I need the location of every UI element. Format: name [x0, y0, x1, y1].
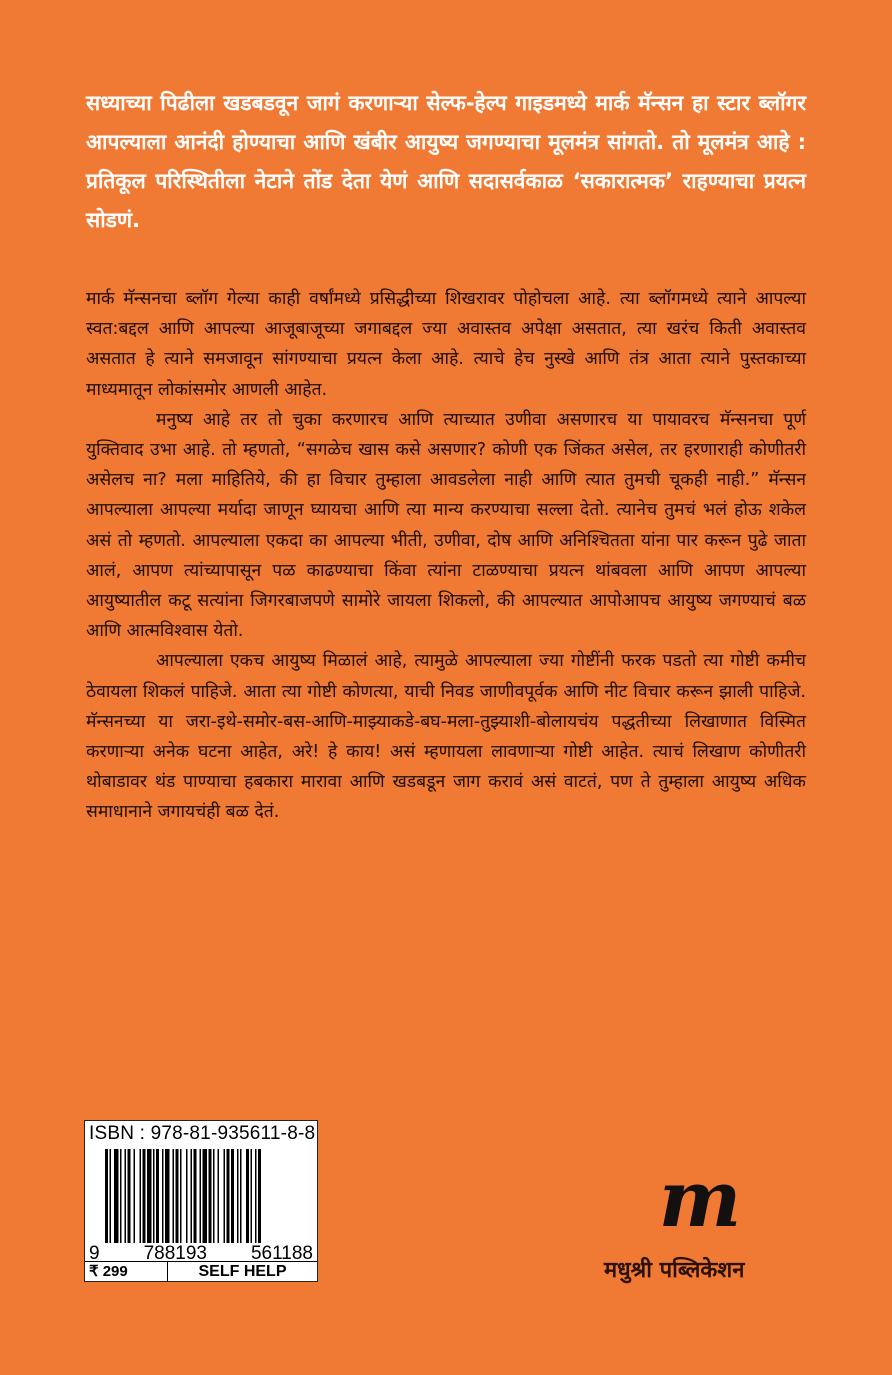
barcode-bar	[200, 1149, 202, 1243]
isbn-number: ISBN : 978-81-935611-8-8	[89, 1123, 316, 1144]
barcode-digit-prefix: 9	[89, 1243, 100, 1264]
barcode-bar	[227, 1149, 230, 1243]
barcode-bar	[251, 1149, 253, 1243]
barcode-digit-group-1: 788193	[143, 1243, 207, 1264]
price-category-row	[85, 1261, 317, 1282]
barcode-bar	[258, 1149, 261, 1243]
barcode-bar	[147, 1149, 152, 1243]
publisher-logo-letter: m	[658, 1168, 742, 1240]
description-body	[86, 284, 806, 828]
barcode-bar	[173, 1149, 175, 1243]
barcode-bar	[114, 1149, 119, 1243]
barcode-label	[84, 1120, 318, 1282]
barcode-bar	[162, 1149, 164, 1243]
back-cover-blurb: सध्याच्या पिढीला खडबडवून जागं करणाऱ्या सेल्फ-हेल्प गाइडमध्ये मार्क मॅन्सन हा स्टार ब्लॉगर आपल्याला आनंदी होण्याचा आणि खंबीर आयुष्य जगण्याचा मूलमंत्र सांगतो. तो मूलमंत्र आहे : प्रतिकूल परिस्थितीला नेटाने तोंड देता येणं आणि सदासर्वकाळ ‘सकारात्मक’ राहण्याचा प्रयत्न सोडणं.	[86, 91, 806, 232]
description-paragraph-1: मार्क मॅन्सनचा ब्लॉग गेल्या काही वर्षांमध्ये प्रसिद्धीच्या शिखरावर पोहोचला आहे. त्या ब्लॉगमध्ये त्याने आपल्या स्वत:बद्दल आणि आपल्या आजूबाजूच्या जगाबद्दल ज्या अवास्तव अपेक्षा असतात, त्या खरंच किती अवास्तव असतात हे त्याने समजावून सांगण्याचा प्रयत्न केला आहे. त्याचे हेच नुस्खे आणि तंत्र आता त्याने पुस्तकाच्या माध्यमातून लोकांसमोर आणली आहेत.	[86, 289, 806, 400]
category-label: SELF HELP	[198, 1263, 287, 1280]
barcode-bars	[105, 1149, 311, 1243]
publisher-name: मधुश्री पब्लिकेशन	[604, 1258, 745, 1283]
barcode-bar	[191, 1149, 193, 1243]
barcode-bar	[165, 1149, 170, 1243]
barcode-bar	[128, 1149, 131, 1243]
barcode-bar	[105, 1149, 108, 1243]
publisher-logo	[650, 1168, 750, 1240]
description-paragraph-3: आपल्याला एकच आयुष्य मिळालं आहे, त्यामुळे आपल्याला ज्या गोष्टींनी फरक पडतो त्या गोष्टी कमीच ठेवायला शिकलं पाहिजे. आता त्या गोष्टी कोणत्या, याची निवड जाणीवपूर्वक आणि नीट विचार करून झाली पाहिजे. मॅन्सनच्या या जरा-इथे-समोर-बस-आणि-माझ्याकडे-बघ-मला-तुझ्याशी-बोलायचंय पद्धतीच्या लिखाणात विस्मित करणाऱ्या अनेक घटना आहेत, अरे! हे काय! असं म्हणायला लावणाऱ्या गोष्टी आहेत. त्याचं लिखाण कोणीतरी थोबाडावर थंड पाण्याचा हबकारा मारावा आणि खडबडून जाग करावं असं वाटतं, पण ते तुम्हाला आयुष्य अधिक समाधानाने जगायचंही बळ देतं.	[86, 651, 806, 823]
barcode-bar	[203, 1149, 208, 1243]
barcode-bar	[246, 1149, 249, 1243]
barcode-bar	[213, 1149, 215, 1243]
barcode-bar	[186, 1149, 188, 1243]
barcode-bar	[176, 1149, 179, 1243]
barcode-bar	[110, 1149, 112, 1243]
description-paragraph-2: मनुष्य आहे तर तो चुका करणारच आणि त्याच्यात उणीवा असणारच या पायावरच मॅन्सनचा पूर्ण युक्तिवाद उभा आहे. तो म्हणतो, “सगळेच खास कसे असणार? कोणी एक जिंकत असेल, तर हरणाराही कोणीतरी असेलच ना? मला माहितिये, की हा विचार तुम्हाला आवडलेला नाही आणि त्यात तुमची चूकही नाही.” मॅन्सन आपल्याला आपल्या मर्यादा जाणून घ्यायचा आणि त्या मान्य करण्याचा सल्ला देतो. त्यानेच तुमचं भलं होऊ शकेल असं तो म्हणतो. आपल्याला एकदा का आपल्या भीती, उणीवा, दोष आणि अनिश्चितता यांना पार करून पुढे जाता आलं, आपण त्यांच्यापासून पळ काढण्याचा किंवा त्यांना टाळण्याचा प्रयत्न थांबवला आणि आपण आपल्या आयुष्यातील कटू सत्यांना जिगरबाजपणे सामोरे जायला शिकलो, की आपल्यात आपोआपच आयुष्य जगण्याचं बळ आणि आत्मविश्वास येतो.	[86, 409, 806, 642]
barcode-digit-group-2: 561188	[250, 1243, 313, 1264]
barcode-bar	[231, 1149, 234, 1243]
barcode-bar	[125, 1149, 127, 1243]
barcode-bar	[180, 1149, 182, 1243]
barcode-bar	[120, 1149, 122, 1243]
price-label: ₹ 299	[85, 1262, 168, 1282]
barcode-bar	[240, 1149, 242, 1243]
barcode-bar	[255, 1149, 257, 1243]
barcode-bar	[153, 1149, 155, 1243]
barcode-bar	[143, 1149, 146, 1243]
barcode-bar	[237, 1149, 239, 1243]
barcode-bar	[194, 1149, 197, 1243]
barcode-bar	[218, 1149, 220, 1243]
barcode-bar	[209, 1149, 212, 1243]
barcode-bar	[156, 1149, 159, 1243]
barcode-bar	[224, 1149, 226, 1243]
barcode-bar	[134, 1149, 136, 1243]
barcode-bar	[140, 1149, 142, 1243]
